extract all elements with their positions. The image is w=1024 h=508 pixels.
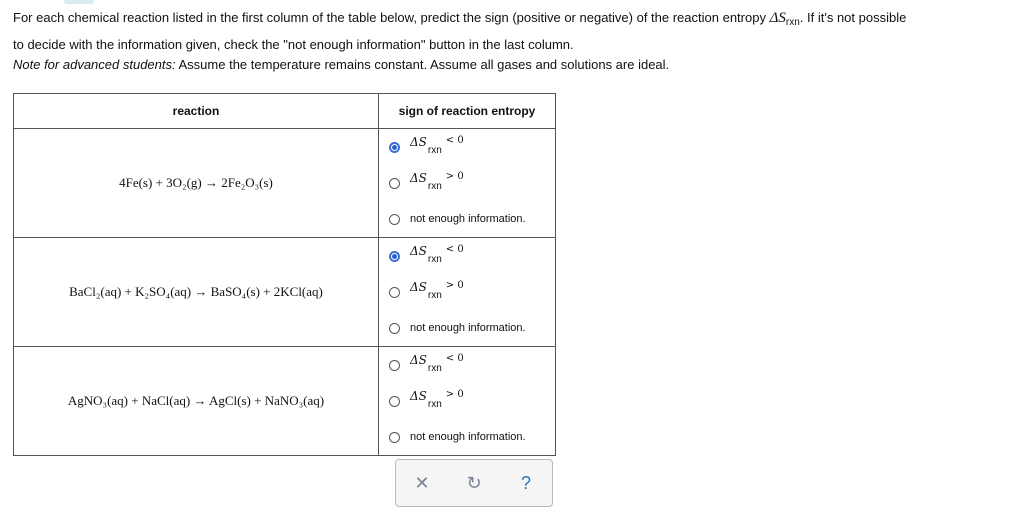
option-negative[interactable]: ΔS rxn < 0 [379, 347, 555, 383]
note-label: Note for advanced students: [13, 57, 176, 72]
option-positive[interactable]: ΔS rxn > 0 [379, 383, 555, 419]
prompt-line-1 [13, 7, 1018, 34]
option-not-enough-info[interactable]: not enough information. [379, 419, 555, 455]
sign-options [379, 347, 556, 456]
option-not-enough-info[interactable]: not enough information. [379, 310, 555, 346]
answer-toolbar [395, 459, 553, 507]
radio-button[interactable] [389, 214, 400, 225]
radio-button[interactable] [389, 323, 400, 334]
radio-button[interactable] [389, 142, 400, 153]
note-text: Assume the temperature remains constant. Assume all gases and solutions are ideal. [178, 57, 670, 72]
sign-options [379, 238, 556, 347]
radio-button[interactable] [389, 251, 400, 262]
prompt-line-2: to decide with the information given, check the "not enough information" button in the last column. [13, 37, 574, 52]
question-prompt [13, 7, 1018, 56]
header-reaction: reaction [14, 94, 379, 129]
radio-button[interactable] [389, 432, 400, 443]
reaction-equation: AgNO₃(aq) + NaCl(aq) → AgCl(s) + NaNO₃(aq) [14, 347, 379, 456]
prompt-text-1-end: . If it's not possible [799, 10, 907, 25]
option-positive[interactable]: ΔS rxn > 0 [379, 165, 555, 201]
option-negative[interactable]: ΔS rxn < 0 [379, 238, 555, 274]
reaction-table [13, 93, 556, 456]
table-row [14, 238, 556, 347]
radio-button[interactable] [389, 178, 400, 189]
radio-button[interactable] [389, 287, 400, 298]
clear-icon[interactable]: ✕ [414, 472, 430, 493]
table-header-row [14, 94, 556, 129]
undo-icon[interactable]: ↻ [466, 472, 482, 493]
option-not-enough-info[interactable]: not enough information. [379, 201, 555, 237]
table-row [14, 129, 556, 238]
reaction-equation: 4Fe(s) + 3O₂(g) → 2Fe₂O₃(s) [14, 129, 379, 238]
option-positive[interactable]: ΔS rxn > 0 [379, 274, 555, 310]
table-row [14, 347, 556, 456]
option-negative[interactable]: ΔS rxn < 0 [379, 129, 555, 165]
sign-options [379, 129, 556, 238]
delta-s-symbol: $\Delta S_{rxn}$ [769, 10, 800, 28]
radio-button[interactable] [389, 396, 400, 407]
header-sign: sign of reaction entropy [379, 94, 556, 129]
reaction-equation: BaCl₂(aq) + K₂SO₄(aq) → BaSO₄(s) + 2KCl(aq) [14, 238, 379, 347]
radio-button[interactable] [389, 360, 400, 371]
advanced-note [13, 57, 669, 72]
prompt-text-1: For each chemical reaction listed in the first column of the table below, predict the sign (positive or negative) of the reaction entropy [13, 10, 766, 25]
top-tab-stub [64, 0, 94, 4]
help-icon[interactable]: ? [520, 472, 531, 493]
